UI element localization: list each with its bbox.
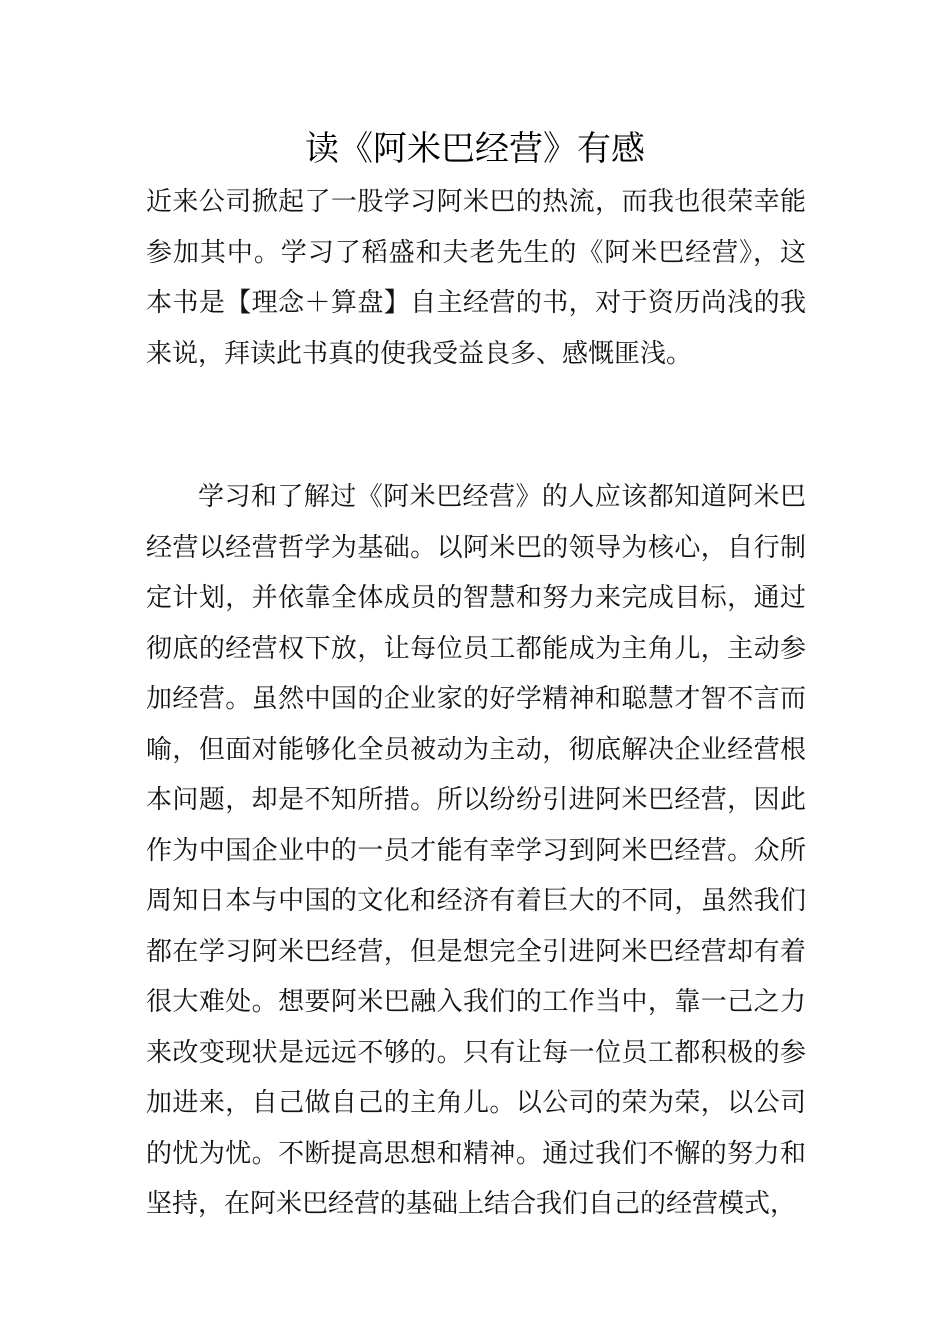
intro-paragraph: 近来公司掀起了一股学习阿米巴的热流，而我也很荣幸能参加其中。学习了稻盛和夫老先生的《阿米巴经营》，这本书是【理念＋算盘】自主经营的书，对于资历尚浅的我来说，拜读此书真的使我受益良多、感慨匪浅。 bbox=[146, 187, 806, 369]
document-title: 读《阿米巴经营》有感 bbox=[305, 129, 645, 169]
body-paragraph: 学习和了解过《阿米巴经营》的人应该都知道阿米巴经营以经营哲学为基础。以阿米巴的领导为核心，自行制定计划，并依靠全体成员的智慧和努力来完成目标，通过彻底的经营权下放，让每位员工都能成为主角儿，主动参加经营。虽然中国的企业家的好学精神和聪慧才智不言而喻，但面对能够化全员被动为主动，彻底解决企业经营根本问题，却是不知所措。所以纷纷引进阿米巴经营，因此作为中国企业中的一员才能有幸学习到阿米巴经营。众所周知日本与中国的文化和经济有着巨大的不同，虽然我们都在学习阿米巴经营，但是想完全引进阿米巴经营却有着很大难处。想要阿米巴融入我们的工作当中，靠一己之力来改变现状是远远不够的。只有让每一位员工都积极的参加进来，自己做自己的主角儿。以公司的荣为荣，以公司的忧为忧。不断提高思想和精神。通过我们不懈的努力和坚持，在阿米巴经营的基础上结合我们自己的经营模式， bbox=[146, 482, 806, 1219]
